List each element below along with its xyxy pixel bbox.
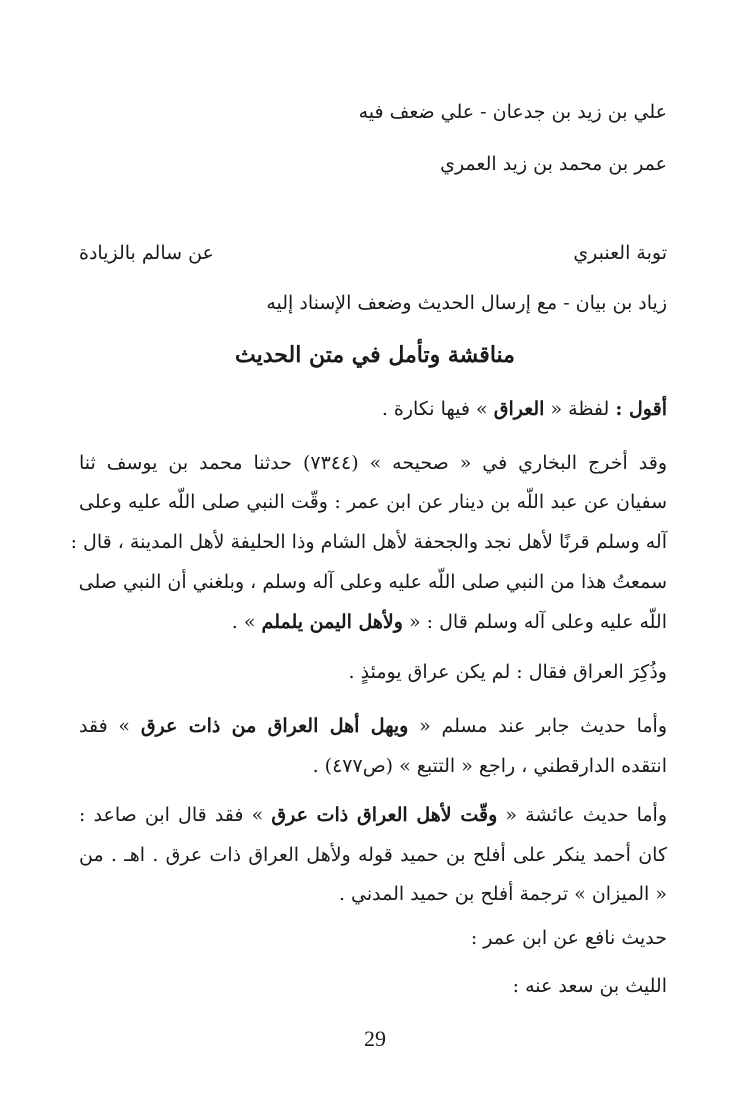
paragraph-1-keyword: العراق bbox=[493, 398, 545, 420]
paragraph-1-lead: أقول : bbox=[615, 398, 667, 420]
paragraph-5-line-1-c: » فقد قال ابن صاعد : bbox=[79, 804, 272, 826]
paragraph-2-quote: ولأهل اليمن يلملم bbox=[261, 611, 403, 633]
paragraph-4-line-1 bbox=[79, 712, 667, 740]
paragraph-5-quote: وقّت لأهل العراق ذات عرق bbox=[271, 804, 498, 826]
paragraph-2-line-4: سمعتُ هذا من النبي صلى اللّه عليه وعلى آله وسلم ، وبلغني أن النبي صلى bbox=[78, 571, 667, 593]
paragraph-3: وذُكِرَ العراق فقال : لم يكن عراق يومئذٍ . bbox=[348, 661, 667, 683]
paragraph-5-line-1 bbox=[79, 801, 667, 829]
paragraph-4-quote: ويهل أهل العراق من ذات عرق bbox=[140, 715, 409, 737]
paragraph-1-text-a: لفظة « bbox=[544, 398, 616, 420]
paragraph-5-line-2: كان أحمد ينكر على أفلح بن حميد قوله ولأهل العراق ذات عرق . اهـ . من bbox=[79, 844, 667, 866]
paragraph-2-line-1: وقد أخرج البخاري في « صحيحه » (٧٣٤٤) حدثنا محمد بن يوسف ثنا bbox=[79, 452, 667, 474]
page-number: 29 bbox=[364, 1026, 386, 1051]
paragraph-1 bbox=[382, 395, 667, 423]
paragraph-2-line-5-c: » . bbox=[231, 611, 262, 633]
paragraph-5-line-3: « الميزان » ترجمة أفلح بن حميد المدني . bbox=[338, 883, 667, 905]
narrator-line-1: علي بن زيد بن جدعان - علي ضعف فيه bbox=[358, 101, 667, 123]
narrator-line-4: زياد بن بيان - مع إرسال الحديث وضعف الإسناد إليه bbox=[266, 292, 667, 314]
paragraph-1-text-c: » فيها نكارة . bbox=[381, 398, 494, 420]
paragraph-6: حديث نافع عن ابن عمر : bbox=[470, 927, 667, 949]
paragraph-2-line-5-a: اللّه عليه وعلى آله وسلم قال : « bbox=[402, 611, 667, 633]
paragraph-4-line-1-a: وأما حديث جابر عند مسلم « bbox=[408, 715, 667, 737]
narrator-line-3-left: عن سالم بالزيادة bbox=[79, 242, 214, 264]
narrator-line-2: عمر بن محمد بن زيد العمري bbox=[440, 153, 667, 175]
narrator-line-3-right: توبة العنبري bbox=[573, 242, 667, 264]
paragraph-2-line-5 bbox=[232, 608, 667, 636]
paragraph-7: الليث بن سعد عنه : bbox=[512, 975, 667, 997]
paragraph-2-line-3: آله وسلم قرنًا لأهل نجد والجحفة لأهل الشام وذا الحليفة لأهل المدينة ، قال : bbox=[70, 531, 667, 553]
section-heading: مناقشة وتأمل في متن الحديث bbox=[235, 342, 515, 368]
paragraph-4-line-2: انتقده الدارقطني ، راجع « التتبع » (ص٤٧٧) . bbox=[312, 755, 667, 777]
paragraph-5-line-1-a: وأما حديث عائشة « bbox=[497, 804, 667, 826]
paragraph-4-line-1-c: » فقد bbox=[79, 715, 141, 737]
paragraph-2-line-2: سفيان عن عبد اللّه بن دينار عن ابن عمر : وقّت النبي صلى اللّه عليه وعلى bbox=[79, 491, 667, 513]
